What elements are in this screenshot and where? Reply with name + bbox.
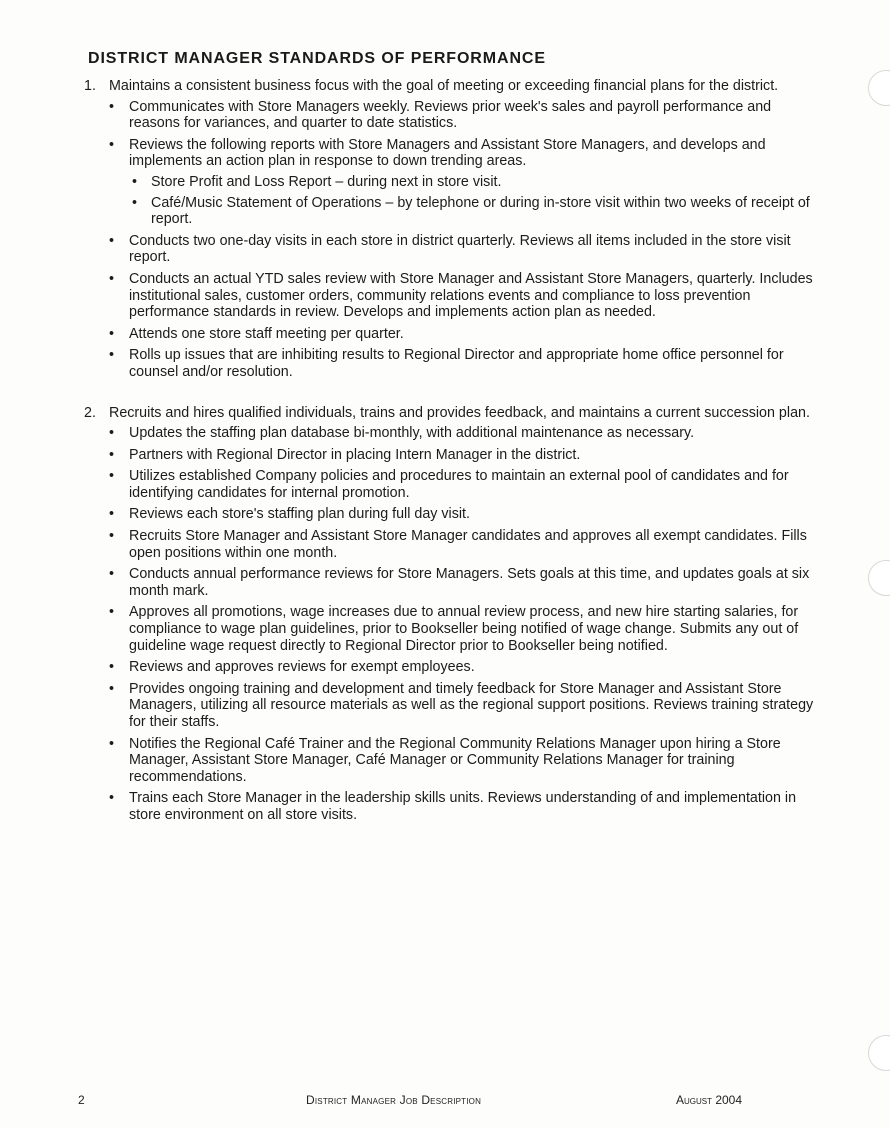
section-heading: Recruits and hires qualified individuals, trains and provides feedback, and maintains a current succession plan. (109, 404, 810, 421)
bullet-list (109, 425, 824, 823)
footer-title: District Manager Job Description (306, 1093, 482, 1107)
bullet-item: • Notifies the Regional Café Trainer and the Regional Community Relations Manager upon hiring a Store Manager, Assistant Store Manager, Café Manager or Community Relations Manager for training recommendations. (109, 736, 824, 786)
bullet-list (109, 99, 824, 381)
bullet-item: • Approves all promotions, wage increases due to annual review process, and new hire starting salaries, for compliance to wage plan guidelines, prior to Bookseller being notified of wage change. Submits any out of guideline wage request directly to Regional Director prior to Bookseller being notified. (109, 604, 824, 654)
document-body (84, 78, 824, 829)
sub-bullet-list (129, 174, 824, 228)
bullet-item: • Trains each Store Manager in the leadership skills units. Reviews understanding of and implementation in store environment on all store visits. (109, 790, 824, 823)
section-number: 1. (84, 78, 96, 94)
sub-bullet-item: • Store Profit and Loss Report – during next in store visit. (129, 174, 824, 191)
section-heading: Maintains a consistent business focus with the goal of meeting or exceeding financial plans for the district. (109, 78, 779, 94)
page-number: 2 (78, 1093, 85, 1107)
sub-bullet-item: • Café/Music Statement of Operations – by telephone or during in-store visit within two weeks of receipt of report. (129, 195, 824, 228)
bullet-item (109, 137, 824, 228)
punch-hole (868, 560, 890, 596)
bullet-item: • Attends one store staff meeting per quarter. (109, 326, 824, 343)
bullet-text: Reviews the following reports with Store Managers and Assistant Store Managers, and develops and implements an action plan in response to down trending areas. (129, 136, 766, 170)
punch-hole (868, 70, 890, 106)
bullet-item: • Utilizes established Company policies and procedures to maintain an external pool of candidates and for identifying candidates for internal promotion. (109, 468, 824, 501)
punch-hole (868, 1035, 890, 1071)
section-number: 2. (84, 404, 96, 421)
bullet-item: • Conducts an actual YTD sales review with Store Manager and Assistant Store Managers, quarterly. Includes institutional sales, customer orders, community relations events and compliance to loss prevention performance standards in review. Develops and implements action plan as needed. (109, 271, 824, 321)
bullet-item: • Provides ongoing training and development and timely feedback for Store Manager and Assistant Store Managers, utilizing all resource materials as well as the regional support positions. Reviews training strategy for their staffs. (109, 681, 824, 731)
bullet-item: • Conducts two one-day visits in each store in district quarterly. Reviews all items included in the store visit report. (109, 233, 824, 266)
bullet-item: • Communicates with Store Managers weekly. Reviews prior week's sales and payroll performance and reasons for variances, and quarter to date statistics. (109, 99, 824, 132)
bullet-item: • Conducts annual performance reviews for Store Managers. Sets goals at this time, and updates goals at six month mark. (109, 566, 824, 599)
document-title: DISTRICT MANAGER STANDARDS OF PERFORMANCE (88, 50, 546, 67)
bullet-item: • Reviews each store's staffing plan during full day visit. (109, 506, 824, 523)
section-1 (84, 78, 824, 381)
bullet-item: • Updates the staffing plan database bi-monthly, with additional maintenance as necessary. (109, 425, 824, 442)
bullet-item: • Partners with Regional Director in placing Intern Manager in the district. (109, 447, 824, 464)
bullet-item: • Rolls up issues that are inhibiting results to Regional Director and appropriate home office personnel for counsel and/or resolution. (109, 347, 824, 380)
section-2 (84, 405, 824, 824)
footer-date: August 2004 (676, 1093, 743, 1107)
bullet-item: • Recruits Store Manager and Assistant Store Manager candidates and approves all exempt candidates. Fills open positions within one month. (109, 528, 824, 561)
bullet-item: • Reviews and approves reviews for exempt employees. (109, 659, 824, 676)
